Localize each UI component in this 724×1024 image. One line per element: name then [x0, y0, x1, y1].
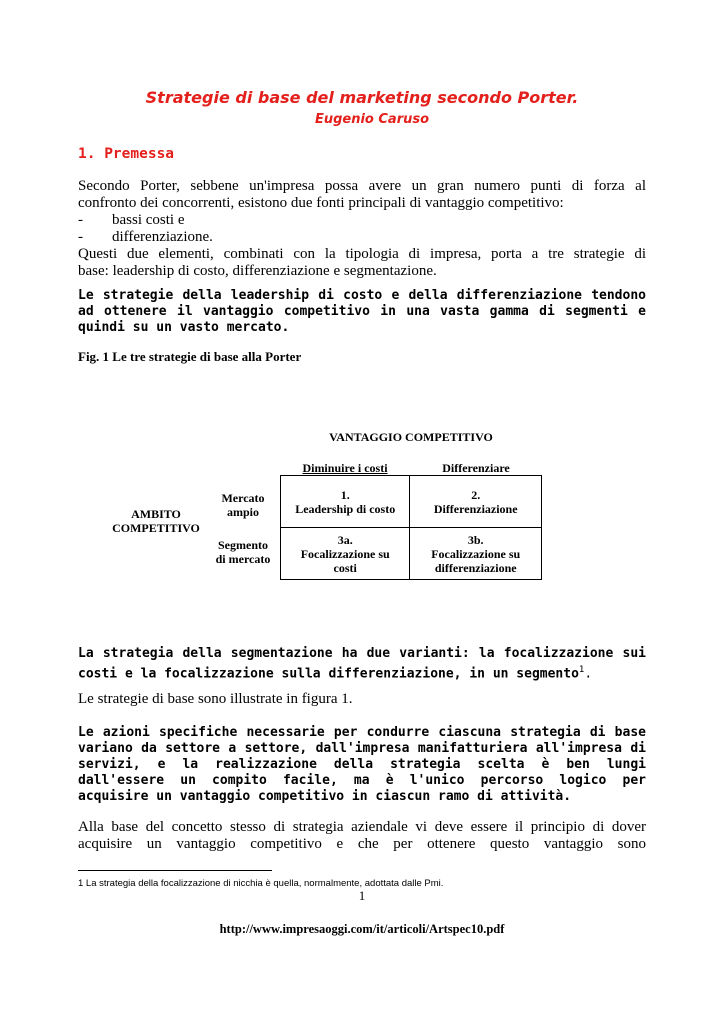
figure-header: VANTAGGIO COMPETITIVO	[329, 430, 493, 444]
paragraph-concept	[78, 819, 646, 853]
figure-row-label	[206, 491, 280, 519]
footnote-separator	[78, 870, 272, 871]
bold-paragraph-segmentation	[78, 646, 646, 682]
figure-label-line: ampio	[226, 505, 259, 519]
bold-paragraph-text: La strategia della segmentazione ha due varianti: la focalizzazione sui costi e la focalizzazione sulla differenziazione, in un segmento	[78, 646, 646, 682]
paragraph-line: base: leadership di costo, differenziazione e segmentazione.	[78, 263, 437, 279]
author-name: Eugenio Caruso	[314, 112, 430, 127]
cell-text: Leadership di costo	[295, 501, 396, 516]
paragraph-line: Secondo Porter, sebbene un'impresa possa avere un gran numero punti di forza al	[78, 178, 646, 194]
matrix-cell	[410, 476, 542, 528]
figure-col-header: Differenziare	[442, 461, 510, 475]
document-title: Strategie di base del marketing secondo Porter.	[145, 88, 579, 107]
cell-number: 3a.	[337, 532, 353, 547]
paragraph-intro	[78, 178, 646, 280]
bold-paragraph-actions: Le azioni specifiche necessarie per condurre ciascuna strategia di base variano da settore a settore, dall'impresa manifatturiera all'impresa di servizi, e la realizzazione della strategia scelta è ben lungi dall'essere un compito facile, ma è l'unico percorso logico per acquisire un vantaggio competitivo in ciascun ramo di attività.	[78, 725, 646, 804]
strategy-matrix	[280, 475, 542, 580]
figure-col-header: Diminuire i costi	[302, 461, 388, 475]
bold-paragraph-leadership: Le strategie della leadership di costo e della differenziazione tendono ad ottenere il vantaggio competitivo in una vasta gamma di segmenti e quindi su un vasto mercato.	[78, 288, 646, 335]
page-number: 1	[358, 888, 366, 903]
figure-row-label	[206, 538, 280, 566]
cell-number: 2.	[471, 487, 481, 502]
figure-label-line: COMPETITIVO	[112, 521, 200, 535]
bullet-text: differenziazione.	[112, 229, 213, 245]
cell-number: 3b.	[467, 532, 484, 547]
paragraph-period: .	[584, 666, 593, 682]
paragraph-line: Alla base del concetto stesso di strategia aziendale vi deve essere il principio di dover	[78, 819, 646, 835]
list-item	[78, 212, 646, 229]
matrix-cell	[281, 476, 410, 528]
paragraph-line: confronto dei concorrenti, esistono due fonti principali di vantaggio competitivo:	[78, 195, 564, 211]
bullet-dash: -	[78, 229, 83, 245]
matrix-cell	[410, 528, 542, 580]
figure-label-line: Mercato	[221, 491, 265, 505]
bullet-text: bassi costi e	[112, 212, 185, 228]
section-heading: 1. Premessa	[78, 146, 175, 162]
cell-text: differenziazione	[434, 560, 517, 575]
figure-caption: Fig. 1 Le tre strategie di base alla Porter	[78, 349, 302, 364]
figure-label-line: di mercato	[215, 552, 271, 566]
matrix-cell	[281, 528, 410, 580]
cell-text: Differenziazione	[433, 501, 518, 516]
cell-text: Focalizzazione su	[431, 546, 521, 561]
paragraph-line: acquisire un vantaggio competitivo e che per ottenere questo vantaggio sono	[78, 836, 646, 852]
footnote-reference[interactable]: 1	[578, 665, 585, 675]
paragraph-figure-ref: Le strategie di base sono illustrate in figura 1.	[78, 691, 353, 707]
figure-label-line: AMBITO	[131, 507, 181, 521]
figure-label-line: Segmento	[218, 538, 268, 552]
source-url[interactable]: http://www.impresaoggi.com/it/articoli/Artspec10.pdf	[219, 922, 505, 936]
cell-text: costi	[333, 560, 357, 575]
list-item	[78, 229, 646, 246]
footnote: 1 La strategia della focalizzazione di nicchia è quella, normalmente, adottata dalle Pmi.	[78, 878, 444, 889]
paragraph-line: Questi due elementi, combinati con la tipologia di impresa, porta a tre strategie di	[78, 246, 646, 262]
figure-row-group-label	[96, 507, 216, 535]
cell-number: 1.	[340, 487, 350, 502]
bullet-dash: -	[78, 212, 83, 228]
cell-text: Focalizzazione su	[300, 546, 390, 561]
